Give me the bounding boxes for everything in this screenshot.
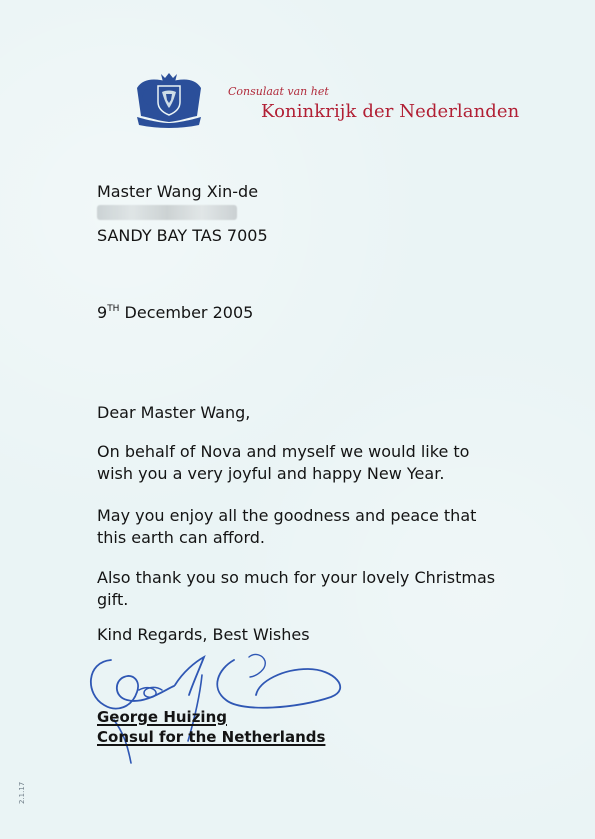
redacted-address-line <box>97 205 237 220</box>
consulate-title: Koninkrijk der Nederlanden <box>261 101 520 122</box>
signatory-name: George Huizing <box>97 708 227 726</box>
recipient-city-line: SANDY BAY TAS 7005 <box>97 226 268 245</box>
recipient-name: Master Wang Xin-de <box>97 182 259 201</box>
handwritten-signature <box>78 642 348 767</box>
dutch-royal-coat-of-arms-icon <box>127 70 211 128</box>
paragraph: Also thank you so much for your lovely Christmas gift. <box>97 568 496 609</box>
date-suffix: TH <box>107 304 120 314</box>
paragraph: On behalf of Nova and myself we would like to wish you a very joyful and happy New Year. <box>97 442 470 483</box>
consulate-subtitle: Consulaat van het <box>228 85 329 98</box>
date-rest: December 2005 <box>119 303 254 322</box>
signatory-title: Consul for the Netherlands <box>97 728 326 746</box>
date-day: 9 <box>97 303 108 322</box>
salutation: Dear Master Wang, <box>97 403 251 422</box>
closing-line: Kind Regards, Best Wishes <box>97 625 310 644</box>
letter-date <box>97 305 253 321</box>
paragraph: May you enjoy all the goodness and peace that this earth can afford. <box>97 506 477 547</box>
margin-code: 2.1.17 <box>18 781 26 804</box>
letterhead <box>127 70 520 130</box>
